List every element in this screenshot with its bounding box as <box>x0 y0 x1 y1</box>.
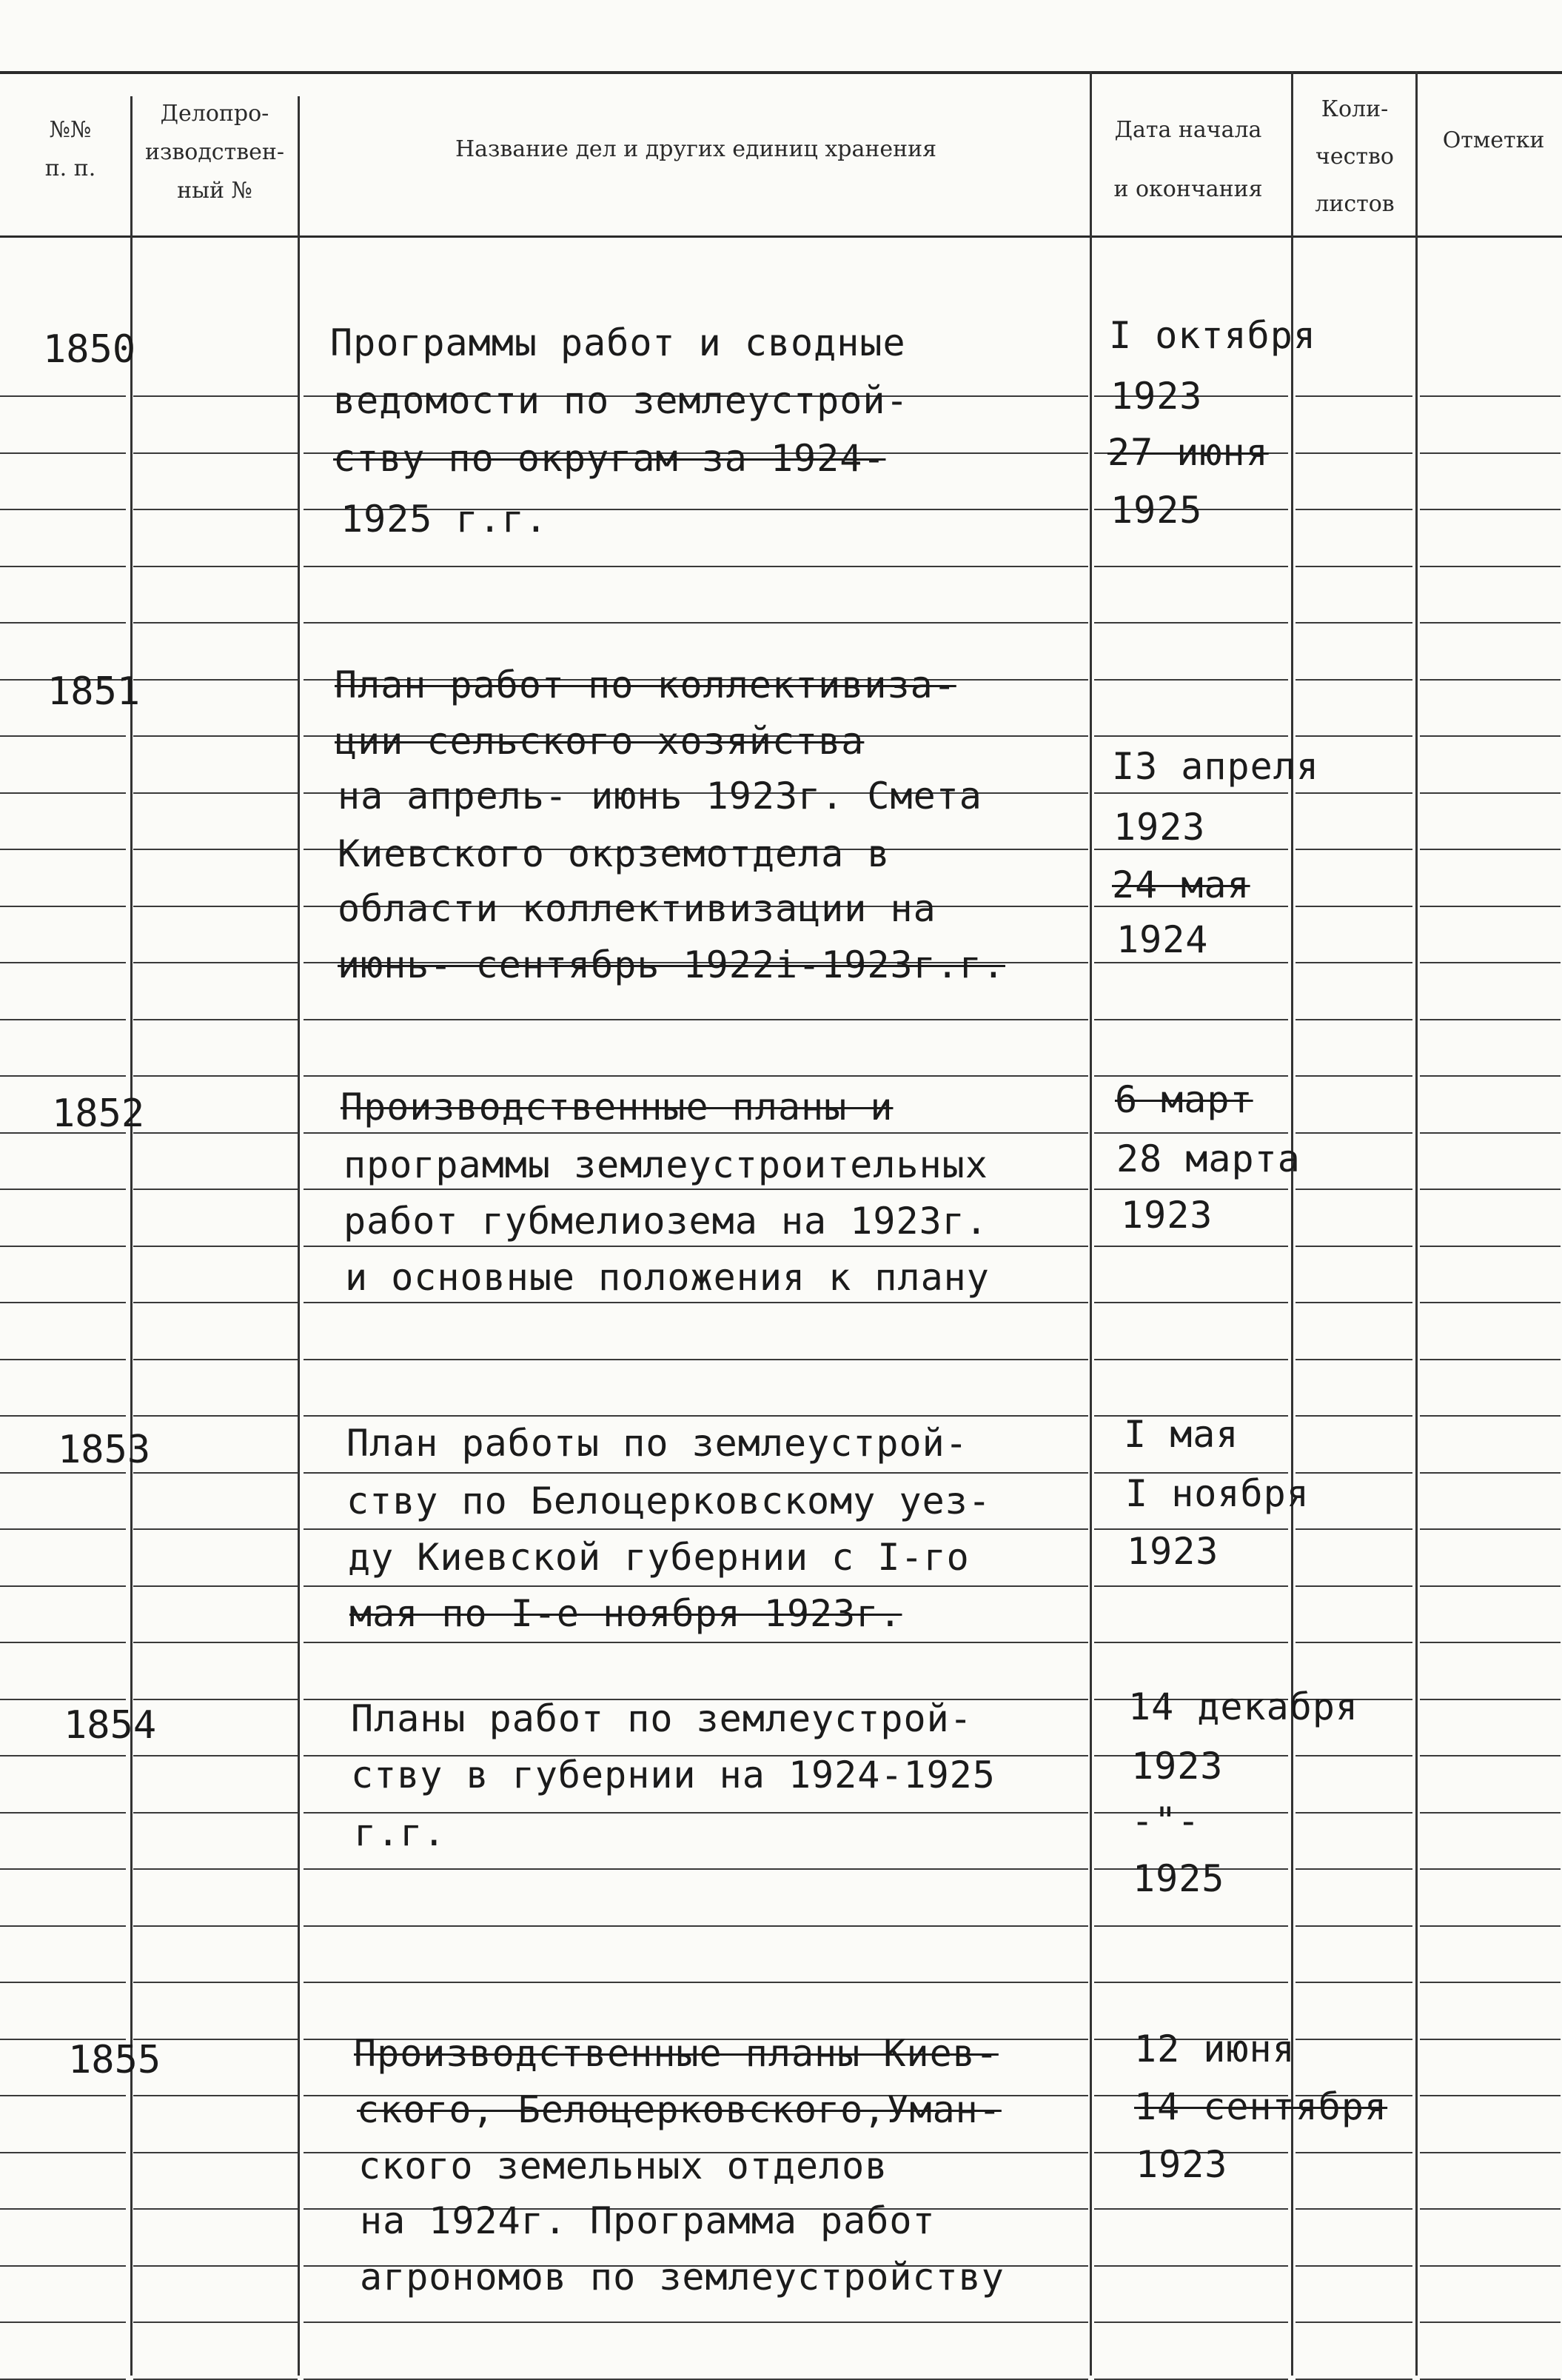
record-title-line: на 1924г. Программа работ <box>360 2199 936 2242</box>
ledger-rule <box>1295 1812 1412 1814</box>
header-col-notes: Отметки <box>1442 127 1545 153</box>
ledger-rule <box>1295 792 1412 794</box>
row-number: 1850 <box>43 327 136 372</box>
header-col-dates: Дата начала и окончания <box>1113 117 1263 202</box>
record-date-line: 1924 <box>1116 918 1209 961</box>
ledger-rule <box>133 1528 298 1530</box>
ledger-rule <box>1295 906 1412 907</box>
ledger-rule <box>1420 1075 1561 1077</box>
ledger-rule <box>0 1699 126 1700</box>
header-col-sheets: Коли- чество листов <box>1315 96 1395 217</box>
record-title-line: 1925 г.г. <box>341 498 548 541</box>
ledger-rule <box>0 1755 126 1756</box>
ledger-rule <box>133 1982 298 1983</box>
ledger-rule <box>133 1075 298 1077</box>
record-title-line: ции сельского хозяйства <box>335 720 865 763</box>
ledger-rule <box>1094 1302 1288 1303</box>
ledger-rule <box>1295 1019 1412 1020</box>
ledger-rule <box>0 1925 126 1927</box>
ledger-rule <box>1420 1246 1561 1247</box>
ledger-rule <box>0 395 126 397</box>
row-number: 1853 <box>58 1428 151 1472</box>
ledger-rule <box>133 566 298 567</box>
ledger-rule <box>0 1472 126 1474</box>
ledger-rule <box>304 1132 1088 1134</box>
record-date-line: 1923 <box>1136 2143 1228 2186</box>
row-number: 1854 <box>64 1703 157 1748</box>
ledger-rule <box>304 1585 1088 1587</box>
record-date-line: I мая <box>1124 1413 1239 1456</box>
header-col-office: Делопро- изводствен- ный № <box>145 101 284 204</box>
ledger-rule <box>0 2321 126 2323</box>
ledger-rule <box>1295 2321 1412 2323</box>
record-date-line: 1923 <box>1113 806 1206 849</box>
ledger-rule <box>304 1642 1088 1643</box>
ledger-rule <box>1420 1359 1561 1360</box>
header-col-title: Название дел и других единиц хранения <box>455 136 937 162</box>
column-divider <box>298 96 300 2376</box>
record-date-line: 1925 <box>1110 489 1203 532</box>
ledger-rule <box>1420 2321 1561 2323</box>
ledger-rule <box>304 1472 1088 1474</box>
ledger-rule <box>1420 2265 1561 2267</box>
ledger-rule <box>1094 622 1288 624</box>
ledger-rule <box>133 1302 298 1303</box>
ledger-rule <box>133 622 298 624</box>
column-divider <box>1415 71 1418 2376</box>
ledger-rule <box>0 1415 126 1417</box>
ledger-rule <box>1295 395 1412 397</box>
ledger-rule <box>1420 1415 1561 1417</box>
ledger-rule <box>1420 395 1561 397</box>
ledger-rule <box>304 1528 1088 1530</box>
ledger-rule <box>0 2265 126 2267</box>
ledger-rule <box>1094 1585 1288 1587</box>
ledger-rule <box>1295 1585 1412 1587</box>
record-title-line: Киевского окрземотдела в <box>338 832 891 875</box>
record-title-line: План работы по землеустрой- <box>346 1422 968 1465</box>
ledger-rule <box>1295 1075 1412 1077</box>
ledger-rule <box>1420 2152 1561 2153</box>
ledger-rule <box>0 1585 126 1587</box>
ledger-rule <box>133 452 298 454</box>
ledger-rule <box>133 1699 298 1700</box>
record-date-line: 1923 <box>1121 1194 1213 1237</box>
ledger-rule <box>0 792 126 794</box>
record-date-line: 6 март <box>1115 1078 1253 1121</box>
ledger-rule <box>1295 735 1412 737</box>
ledger-rule <box>304 2321 1088 2323</box>
ledger-rule <box>133 849 298 850</box>
ledger-rule <box>0 2152 126 2153</box>
ledger-rule <box>1094 1246 1288 1247</box>
ledger-rule <box>1094 735 1288 737</box>
record-date-line: 24 мая <box>1112 863 1250 906</box>
ledger-rule <box>133 962 298 963</box>
ledger-rule <box>1295 962 1412 963</box>
record-title-line: ского земельных отделов <box>358 2145 888 2187</box>
ledger-rule <box>133 735 298 737</box>
ledger-rule <box>133 1585 298 1587</box>
ledger-rule <box>1094 679 1288 681</box>
ledger-rule <box>1094 1359 1288 1360</box>
record-title-line: ству по Белоцерковскому уез- <box>346 1480 991 1522</box>
ledger-rule <box>1420 566 1561 567</box>
ledger-rule <box>304 1925 1088 1927</box>
ledger-rule <box>0 1189 126 1190</box>
ledger-rule <box>1420 2208 1561 2210</box>
ledger-rule <box>304 1019 1088 1020</box>
ledger-rule <box>1094 2265 1288 2267</box>
ledger-rule <box>133 2208 298 2210</box>
ledger-rule <box>1420 735 1561 737</box>
ledger-rule <box>1420 2095 1561 2096</box>
ledger-rule <box>0 509 126 510</box>
ledger-rule <box>304 1075 1088 1077</box>
ledger-rule <box>1420 1642 1561 1643</box>
ledger-rule <box>304 566 1088 567</box>
record-date-line: 14 сентября <box>1134 2085 1388 2128</box>
ledger-rule <box>1094 1075 1288 1077</box>
ledger-rule <box>304 1415 1088 1417</box>
ledger-rule <box>133 1868 298 1870</box>
ledger-rule <box>1420 1585 1561 1587</box>
ledger-rule <box>133 906 298 907</box>
ledger-rule <box>1420 1132 1561 1134</box>
record-title-line: на апрель- июнь 1923г. Смета <box>338 775 982 818</box>
record-date-line: 1923 <box>1110 375 1203 418</box>
ledger-rule <box>1420 1755 1561 1756</box>
ledger-rule <box>1420 906 1561 907</box>
ledger-rule <box>1420 1868 1561 1870</box>
record-date-line: I октября <box>1109 314 1316 357</box>
record-date-line: 1923 <box>1131 1745 1224 1788</box>
ledger-rule <box>133 679 298 681</box>
ledger-rule <box>1420 622 1561 624</box>
record-date-line: I3 апреля <box>1112 745 1319 788</box>
ledger-rule <box>0 735 126 737</box>
ledger-rule <box>304 1359 1088 1360</box>
ledger-rule <box>1295 1415 1412 1417</box>
ledger-rule <box>133 1415 298 1417</box>
record-title-line: Планы работ по землеустрой- <box>351 1697 973 1740</box>
ledger-rule <box>1420 679 1561 681</box>
ledger-rule <box>1094 1132 1288 1134</box>
ledger-rule <box>133 2265 298 2267</box>
ledger-rule <box>1420 1982 1561 1983</box>
ledger-rule <box>1420 1189 1561 1190</box>
ledger-rule <box>1420 509 1561 510</box>
ledger-rule <box>133 2321 298 2323</box>
ledger-rule <box>1295 1472 1412 1474</box>
ledger-rule <box>0 962 126 963</box>
ledger-rule <box>1094 566 1288 567</box>
ledger-rule <box>1420 1925 1561 1927</box>
record-title-line: ду Киевской губернии с I-го <box>348 1536 970 1579</box>
ledger-rule <box>0 1642 126 1643</box>
record-date-line: I ноября <box>1125 1472 1310 1515</box>
ledger-rule <box>1295 622 1412 624</box>
ledger-rule <box>1094 849 1288 850</box>
ledger-rule <box>133 509 298 510</box>
ledger-rule <box>304 1868 1088 1870</box>
ledger-rule <box>0 2095 126 2096</box>
ledger-rule <box>1295 2152 1412 2153</box>
ledger-rule <box>1295 1132 1412 1134</box>
ledger-rule <box>1094 1019 1288 1020</box>
ledger-rule <box>1295 452 1412 454</box>
record-title-line: ского, Белоцерковского,Уман- <box>357 2088 1002 2131</box>
ledger-rule <box>0 1359 126 1360</box>
ledger-rule <box>1094 1189 1288 1190</box>
ledger-rule <box>0 452 126 454</box>
ledger-rule <box>1420 2039 1561 2040</box>
record-title-line: мая по I-е ноября 1923г. <box>349 1592 902 1635</box>
ledger-rule <box>1295 1302 1412 1303</box>
ledger-rule <box>0 1868 126 1870</box>
record-date-line: 27 июня <box>1107 431 1269 474</box>
header-bottom-rule <box>0 235 1562 238</box>
ledger-rule <box>1295 2039 1412 2040</box>
ledger-rule <box>0 1302 126 1303</box>
ledger-rule <box>1094 2321 1288 2323</box>
ledger-rule <box>133 395 298 397</box>
ledger-rule <box>0 2208 126 2210</box>
ledger-rule <box>1295 1642 1412 1643</box>
column-divider <box>130 96 133 2376</box>
row-number: 1851 <box>47 669 141 714</box>
ledger-rule <box>0 622 126 624</box>
ledger-rule <box>133 2095 298 2096</box>
ledger-rule <box>0 1246 126 1247</box>
record-title-line: Программы работ и сводные <box>330 321 906 364</box>
record-title-line: ству по округам за 1924- <box>333 437 886 480</box>
ledger-rule <box>133 1925 298 1927</box>
ledger-rule <box>1295 1925 1412 1927</box>
ledger-rule <box>1094 2208 1288 2210</box>
ledger-rule <box>133 1189 298 1190</box>
record-date-line: 14 декабря <box>1128 1685 1359 1728</box>
record-date-line: 1923 <box>1127 1530 1219 1573</box>
ledger-rule <box>0 1019 126 1020</box>
ledger-rule <box>1295 1189 1412 1190</box>
record-title-line: агрономов по землеустройству <box>360 2256 1005 2299</box>
ledger-rule <box>1420 1812 1561 1814</box>
ledger-rule <box>133 1472 298 1474</box>
header-top-rule <box>0 71 1562 74</box>
ledger-rule <box>133 1812 298 1814</box>
ledger-rule <box>1094 1982 1288 1983</box>
ledger-rule <box>0 849 126 850</box>
record-title-line: Производственные планы и <box>341 1086 894 1129</box>
ledger-rule <box>1295 1982 1412 1983</box>
ledger-rule <box>1295 1246 1412 1247</box>
ledger-rule <box>304 1982 1088 1983</box>
ledger-rule <box>1295 1528 1412 1530</box>
ledger-rule <box>133 1246 298 1247</box>
ledger-rule <box>1420 1019 1561 1020</box>
ledger-rule <box>1295 1755 1412 1756</box>
ledger-rule <box>133 1755 298 1756</box>
ledger-rule <box>133 792 298 794</box>
ledger-rule <box>1420 1472 1561 1474</box>
ledger-rule <box>1420 1302 1561 1303</box>
ledger-rule <box>0 1075 126 1077</box>
ledger-rule <box>133 1642 298 1643</box>
record-date-line: 28 марта <box>1116 1137 1301 1180</box>
ledger-rule <box>304 1246 1088 1247</box>
ledger-rule <box>133 1132 298 1134</box>
ledger-rule <box>1420 1699 1561 1700</box>
ledger-rule <box>0 1528 126 1530</box>
ledger-rule <box>1094 962 1288 963</box>
ledger-rule <box>133 2152 298 2153</box>
ledger-rule <box>304 1302 1088 1303</box>
ledger-rule <box>1420 962 1561 963</box>
ledger-rule <box>1295 849 1412 850</box>
ledger-rule <box>1420 452 1561 454</box>
ledger-rule <box>0 1812 126 1814</box>
ledger-rule <box>1295 679 1412 681</box>
ledger-rule <box>1295 509 1412 510</box>
record-title-line: июнь- сентябрь 1922i-1923г.г. <box>338 943 1005 986</box>
record-title-line: области коллективизации на <box>338 887 936 930</box>
ledger-rule <box>1420 849 1561 850</box>
record-date-line: -"- <box>1131 1799 1201 1842</box>
record-date-line: 12 июня <box>1134 2028 1295 2070</box>
ledger-rule <box>0 566 126 567</box>
record-title-line: ству в губернии на 1924-1925 <box>351 1754 996 1796</box>
ledger-rule <box>133 1359 298 1360</box>
ledger-rule <box>1295 2265 1412 2267</box>
ledger-rule <box>1295 2208 1412 2210</box>
record-title-line: ведомости по землеустрой- <box>333 379 909 422</box>
ledger-rule <box>0 1982 126 1983</box>
record-title-line: г.г. <box>354 1811 446 1854</box>
ledger-rule <box>304 622 1088 624</box>
ledger-rule <box>1094 792 1288 794</box>
row-number: 1852 <box>52 1092 145 1136</box>
record-title-line: программы землеустроительных <box>343 1143 988 1186</box>
ledger-rule <box>133 1019 298 1020</box>
header-col-num: №№ п. п. <box>44 117 96 181</box>
record-date-line: 1925 <box>1133 1857 1225 1900</box>
record-title-line: работ губмелиозема на 1923г. <box>343 1200 988 1243</box>
record-title-line: Производственные планы Киев- <box>354 2032 999 2075</box>
ledger-rule <box>1295 1359 1412 1360</box>
ledger-rule <box>1420 792 1561 794</box>
record-title-line: План работ по коллективиза- <box>335 663 956 706</box>
ledger-rule <box>1094 1642 1288 1643</box>
ledger-rule <box>0 906 126 907</box>
record-title-line: и основные положения к плану <box>345 1256 990 1299</box>
ledger-rule <box>1295 1868 1412 1870</box>
ledger-rule <box>1295 566 1412 567</box>
ledger-rule <box>1094 1925 1288 1927</box>
column-divider <box>1090 71 1092 2376</box>
ledger-rule <box>304 1189 1088 1190</box>
row-number: 1855 <box>68 2038 161 2082</box>
ledger-rule <box>1420 1528 1561 1530</box>
